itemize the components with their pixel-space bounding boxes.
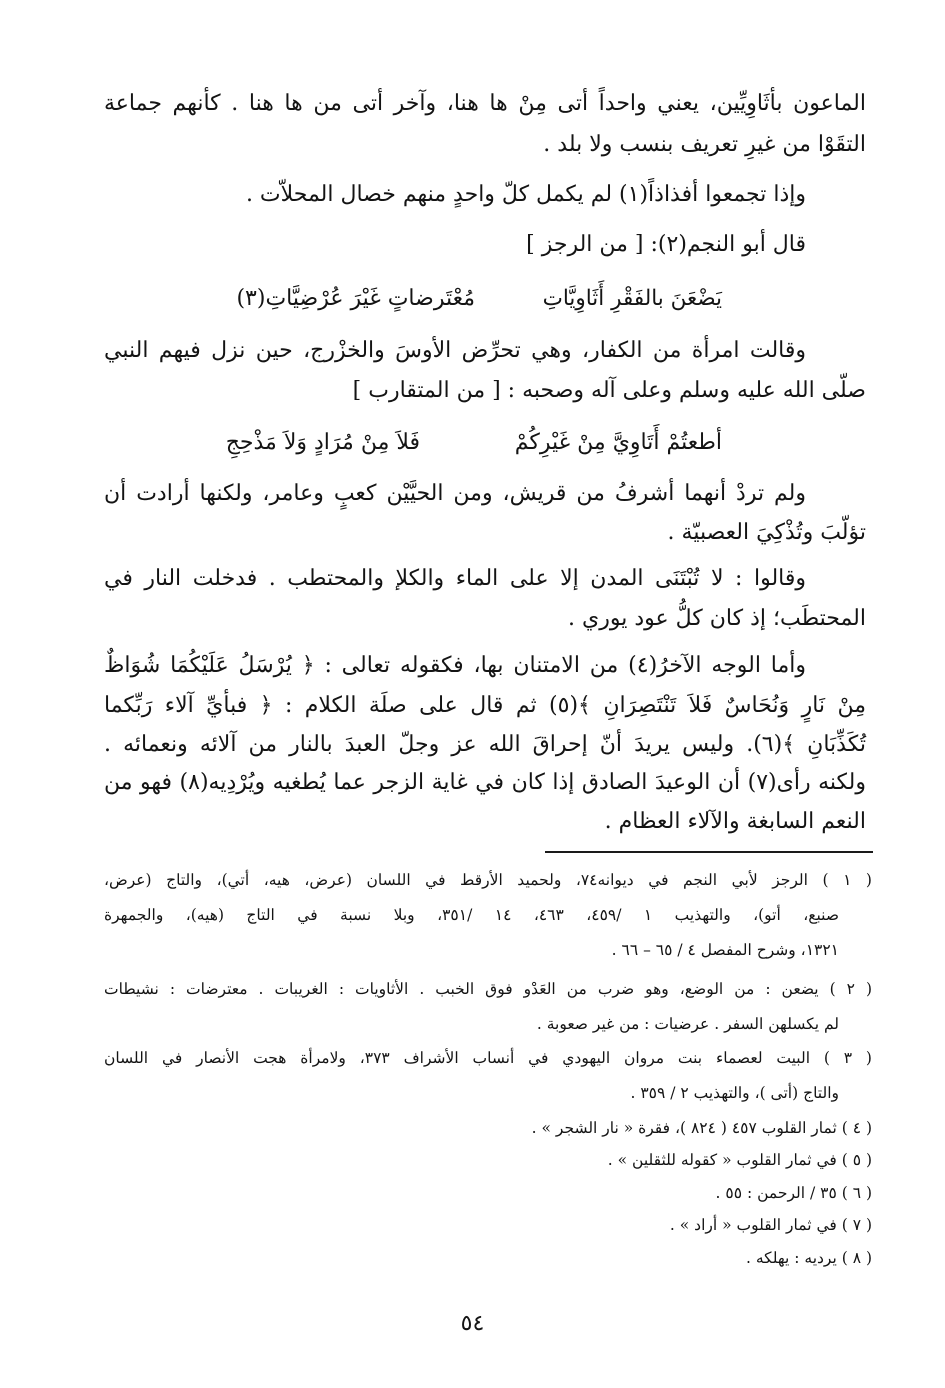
footnote-1-line: صنبع، أتو)، والتهذيب ١ /٤٥٩، ٤٦٣، ١٤ /٣٥١، وبلا نسبة في التاج (هيه)، والجمهرة <box>104 906 839 924</box>
paragraph-line: النعم السابغة والآلاء العظام . <box>604 809 866 834</box>
footnote-6: ( ٦ ) ٣٥ / الرحمن : ٥٥ . <box>715 1184 872 1202</box>
paragraph-line: مِنْ نَارٍ وَنُحَاسٌ فَلاَ تَنْتَصِرَانِ ﴾(٥) ثم قال على صلَة الكلام : ﴿ فبأيِّ آلاء رَبِّكما <box>104 693 866 718</box>
paragraph-line: وقالوا : لا تُبْتَنَى المدن إلا على الماء والكلإ والمحتطب . فدخلت النار في <box>104 566 806 591</box>
footnote-3-line: والتاج (أتى )، والتهذيب ٢ / ٣٥٩ . <box>630 1084 839 1102</box>
footnote-7: ( ٧ ) في ثمار القلوب « أراد » . <box>669 1216 872 1234</box>
paragraph-line: وقالت امرأة من الكفار، وهي تحرِّض الأوسَ والخزْرج، حين نزل فيهم النبي <box>104 338 806 363</box>
footnote-1-line: ( ١ ) الرجز لأبي النجم في ديوانه٧٤، ولحميد الأرقط في اللسان (عرض، هيه، أتي)، والتاج (عرض، <box>104 871 872 889</box>
verse-second-hemistich: فَلاَ مِنْ مُرَادٍ وَلاَ مَذْحِجِ <box>225 430 420 455</box>
footnote-8: ( ٨ ) يرديه : يهلكه . <box>746 1249 872 1267</box>
footnote-5: ( ٥ ) في ثمار القلوب « كقوله للثقلين » . <box>607 1151 872 1169</box>
verse-first-hemistich: يَضْعَنَ بالفَقْرِ أَثَاوِيَّاتِ <box>542 286 722 311</box>
paragraph-line: الماعون بأثَاوِيِّين، يعني واحداً أتى مِنْ ها هنا، وآخر أتى من ها هنا . كأنهم جماعة <box>104 91 866 116</box>
verse-second-hemistich: مُعْتَرضاتٍ غَيْرَ عُرْضِيَّاتِ(٣) <box>236 286 475 311</box>
paragraph-line: التقَوْا من غيرِ تعريف بنسب ولا بلد . <box>543 132 866 157</box>
paragraph-line: ولكنه رأى(٧) أن الوعيدَ الصادق إذا كان في غاية الزجر عما يُطغيه ويُرْدِيه(٨) فهو من <box>104 770 866 795</box>
verse-first-hemistich: أطعتُمْ أَتَاوِيَّ مِنْ غَيْرِكُمْ <box>514 430 722 455</box>
footnote-1-line: ١٣٢١، وشرح المفصل ٤ / ٦٥ – ٦٦ . <box>611 941 839 959</box>
paragraph-line: المحتطَب؛ إذ كان كلُّ عود يوري . <box>568 606 866 631</box>
paragraph-line: وأما الوجه الآخرُ(٤) من الامتنان بها، فكقوله تعالى : ﴿ يُرْسَلُ عَلَيْكُمَا شُوَاظٌ <box>104 653 806 678</box>
page-number: ٥٤ <box>460 1311 485 1336</box>
footnote-4: ( ٤ ) ثمار القلوب ٤٥٧ ( ٨٢٤ )، فقرة « نار الشجر » . <box>531 1119 872 1137</box>
verse-intro: قال أبو النجم(٢): [ من الرجز ] <box>526 232 806 257</box>
footnote-2-line: لم يكسلهن السفر . عرضيات : من غير صعوبة . <box>536 1015 839 1033</box>
footnote-separator <box>545 851 873 853</box>
paragraph-line: تُكَذِّبَانِ ﴾(٦). وليس يريدَ أنّ إحراقَ الله عز وجلّ العبدَ بالنار من آلائه ونعمائه . <box>104 732 866 757</box>
paragraph-line: وإذا تجمعوا أفذاذاً(١) لم يكمل كلّ واحدٍ منهم خصال المحلاّت . <box>245 182 806 207</box>
paragraph-line: صلّى الله عليه وسلم وعلى آله وصحبه : [ من المتقارب ] <box>352 378 866 403</box>
paragraph-line: ولم تردْ أنهما أشرفُ من قريش، ومن الحيَّيْن كعبٍ وعامر، ولكنها أرادت أن <box>104 481 806 506</box>
paragraph-line: تؤلّبَ وتُذْكِيَ العصبيّة . <box>667 520 866 545</box>
footnote-3-line: ( ٣ ) البيت لعصماء بنت مروان اليهودي في أنساب الأشراف ٣٧٣، ولامرأة هجت الأنصار في اللسان <box>104 1049 872 1067</box>
footnote-2-line: ( ٢ ) يضعن : من الوضع، وهو ضرب من العَدْو فوق الخبب . الأثاويات : الغريبات . معترضات : نشيطات <box>104 980 872 998</box>
